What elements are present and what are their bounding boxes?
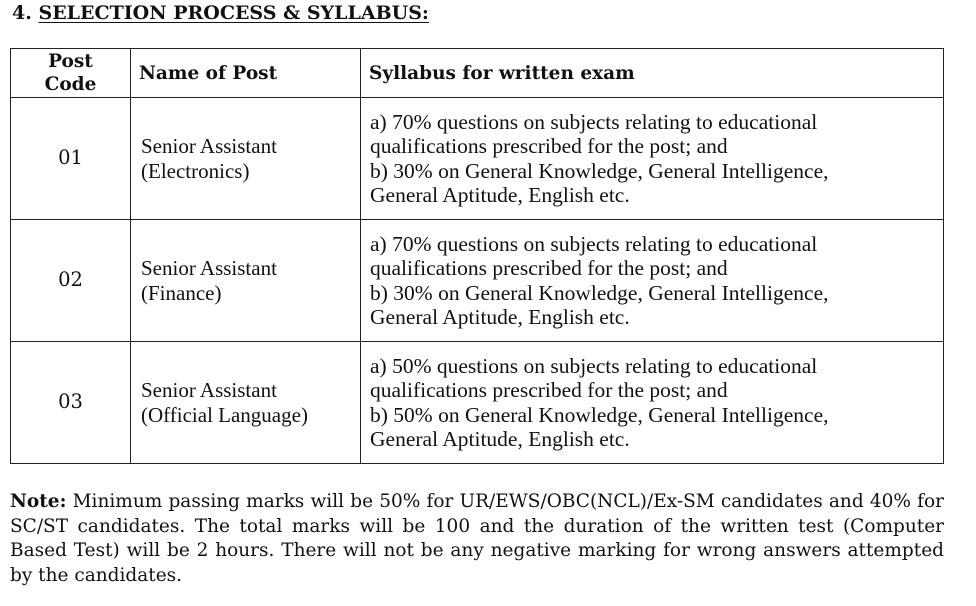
header-post-code-line1: Post bbox=[48, 51, 93, 72]
syllabus-line: a) 70% questions on subjects relating to educational bbox=[370, 231, 818, 256]
note-paragraph bbox=[10, 490, 944, 588]
post-name-cell bbox=[131, 220, 361, 342]
post-name-line2: (Official Language) bbox=[141, 402, 308, 427]
header-post-code-line2: Code bbox=[44, 74, 97, 95]
syllabus-line: General Aptitude, English etc. bbox=[370, 305, 630, 329]
post-name-line2: (Electronics) bbox=[141, 158, 250, 183]
post-code-cell: 03 bbox=[11, 342, 131, 464]
post-name-line1: Senior Assistant bbox=[141, 133, 277, 158]
syllabus-line: b) 50% on General Knowledge, General Intelligence, bbox=[370, 402, 829, 427]
section-heading bbox=[12, 0, 429, 26]
post-name-cell bbox=[131, 342, 361, 464]
syllabus-line: b) 30% on General Knowledge, General Intelligence, bbox=[370, 158, 829, 183]
post-name-line1: Senior Assistant bbox=[141, 377, 277, 402]
syllabus-line: General Aptitude, English etc. bbox=[370, 427, 630, 451]
syllabus-cell bbox=[361, 342, 944, 464]
syllabus-table bbox=[10, 48, 944, 464]
post-name-line2: (Finance) bbox=[141, 280, 222, 305]
syllabus-line: qualifications prescribed for the post; and bbox=[370, 378, 728, 402]
post-name-line1: Senior Assistant bbox=[141, 255, 277, 280]
post-code-cell: 01 bbox=[11, 98, 131, 220]
syllabus-cell bbox=[361, 220, 944, 342]
note-text: Minimum passing marks will be 50% for UR/EWS/OBC(NCL)/Ex-SM candidates and 40% for SC/ST candidates. The total marks will be 100 and the duration of the written test (Computer Based Test) will be 2 hours. There will not be any negative marking for wrong answers attempted by the candidates. bbox=[10, 491, 944, 586]
table-row bbox=[11, 98, 944, 220]
syllabus-line: a) 50% questions on subjects relating to educational bbox=[370, 353, 818, 378]
header-syllabus: Syllabus for written exam bbox=[361, 49, 944, 98]
post-code-cell: 02 bbox=[11, 220, 131, 342]
syllabus-line: a) 70% questions on subjects relating to educational bbox=[370, 109, 818, 134]
syllabus-line: qualifications prescribed for the post; and bbox=[370, 256, 728, 280]
syllabus-line: b) 30% on General Knowledge, General Intelligence, bbox=[370, 280, 829, 305]
table-row bbox=[11, 342, 944, 464]
post-name-cell bbox=[131, 98, 361, 220]
header-post-code bbox=[11, 49, 131, 98]
section-number: 4. bbox=[12, 2, 32, 24]
section-title: SELECTION PROCESS & SYLLABUS: bbox=[38, 2, 429, 24]
syllabus-cell bbox=[361, 98, 944, 220]
note-label: Note: bbox=[10, 491, 67, 512]
table-header-row bbox=[11, 49, 944, 98]
syllabus-line: General Aptitude, English etc. bbox=[370, 183, 630, 207]
syllabus-line: qualifications prescribed for the post; and bbox=[370, 134, 728, 158]
header-name-of-post: Name of Post bbox=[131, 49, 361, 98]
table-row bbox=[11, 220, 944, 342]
